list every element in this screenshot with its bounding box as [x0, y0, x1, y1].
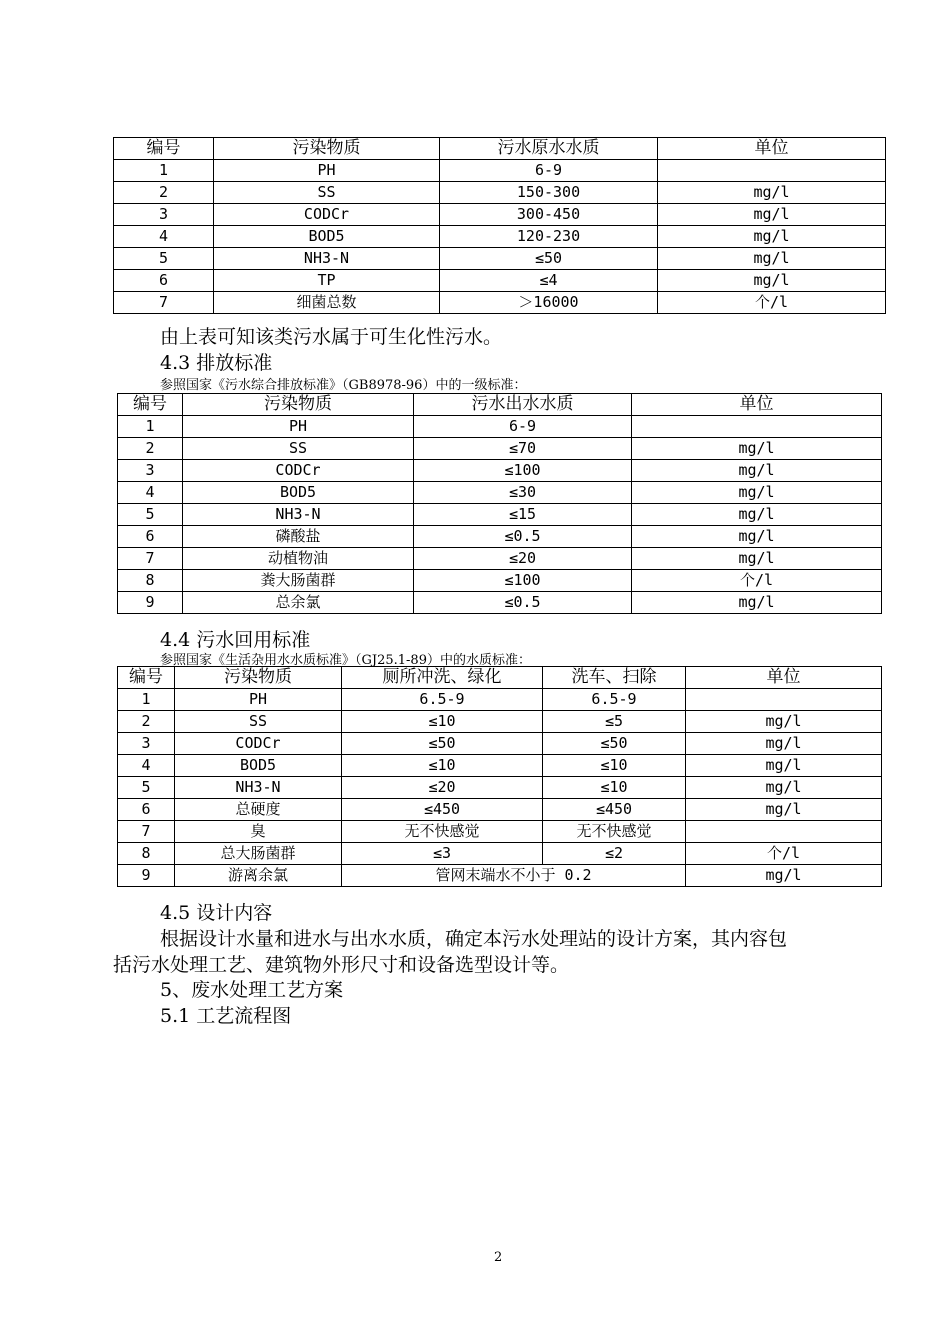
- header-cell: 污水出水水质: [414, 394, 632, 416]
- cell: CODCr: [175, 733, 342, 755]
- cell: ≤30: [414, 482, 632, 504]
- cell: mg/l: [658, 270, 886, 292]
- table-row: [118, 592, 882, 614]
- cell: 6.5-9: [543, 689, 686, 711]
- cell: 个/l: [632, 570, 882, 592]
- cell: 无不快感觉: [342, 821, 543, 843]
- cell: 6-9: [414, 416, 632, 438]
- table-row: [118, 843, 882, 865]
- cell: 8: [118, 570, 183, 592]
- cell: SS: [183, 438, 414, 460]
- table-row: [118, 416, 882, 438]
- cell: mg/l: [658, 204, 886, 226]
- table-row: [118, 711, 882, 733]
- cell: ≤10: [342, 711, 543, 733]
- cell: ≤20: [342, 777, 543, 799]
- cell: BOD5: [183, 482, 414, 504]
- header-cell: 污染物质: [175, 667, 342, 689]
- table-row: [118, 438, 882, 460]
- table-row: [118, 733, 882, 755]
- cell: 2: [118, 438, 183, 460]
- cell: ≤450: [342, 799, 543, 821]
- header-cell: 污水原水水质: [440, 138, 658, 160]
- cell: ≤50: [543, 733, 686, 755]
- cell: 2: [118, 711, 175, 733]
- cell: ≤15: [414, 504, 632, 526]
- paragraph-line: 括污水处理工艺、建筑物外形尺寸和设备选型设计等。: [113, 954, 570, 976]
- cell: 150-300: [440, 182, 658, 204]
- cell: NH3-N: [214, 248, 440, 270]
- cell: ≤4: [440, 270, 658, 292]
- cell: ≤0.5: [414, 592, 632, 614]
- cell: 细菌总数: [214, 292, 440, 314]
- cell: 6: [114, 270, 214, 292]
- cell: 300-450: [440, 204, 658, 226]
- section-heading-4-4: 4.4 污水回用标准: [160, 629, 311, 651]
- header-cell: 洗车、扫除: [543, 667, 686, 689]
- table-row: [118, 504, 882, 526]
- cell: 4: [114, 226, 214, 248]
- table-row: [118, 755, 882, 777]
- table-row: [114, 248, 886, 270]
- cell: PH: [175, 689, 342, 711]
- standard-reference-note: 参照国家《污水综合排放标准》（GB8978-96）中的一级标准：: [160, 378, 527, 393]
- cell: ＞16000: [440, 292, 658, 314]
- table-row: [118, 526, 882, 548]
- cell: 1: [114, 160, 214, 182]
- table-row: [118, 689, 882, 711]
- cell: mg/l: [658, 182, 886, 204]
- cell: 游离余氯: [175, 865, 342, 887]
- cell: mg/l: [686, 865, 882, 887]
- header-cell: 污染物质: [214, 138, 440, 160]
- table-header-row: [118, 394, 882, 416]
- cell: mg/l: [686, 755, 882, 777]
- raw-water-quality-table: [113, 137, 886, 314]
- table-row: [118, 777, 882, 799]
- cell: 7: [118, 821, 175, 843]
- cell: NH3-N: [183, 504, 414, 526]
- table-row: [118, 799, 882, 821]
- cell: 7: [118, 548, 183, 570]
- cell: [686, 821, 882, 843]
- header-cell: 编号: [118, 394, 183, 416]
- cell: PH: [183, 416, 414, 438]
- table-row: [118, 570, 882, 592]
- cell: mg/l: [632, 504, 882, 526]
- cell: ≤450: [543, 799, 686, 821]
- cell: 总大肠菌群: [175, 843, 342, 865]
- cell: 4: [118, 482, 183, 504]
- cell: mg/l: [632, 592, 882, 614]
- cell: ≤5: [543, 711, 686, 733]
- section-heading-4-3: 4.3 排放标准: [160, 352, 273, 374]
- cell: ≤10: [543, 777, 686, 799]
- cell: 6: [118, 799, 175, 821]
- header-cell: 单位: [632, 394, 882, 416]
- cell: mg/l: [686, 733, 882, 755]
- cell: mg/l: [632, 526, 882, 548]
- cell: 磷酸盐: [183, 526, 414, 548]
- discharge-standard-table: [117, 393, 882, 614]
- cell: 4: [118, 755, 175, 777]
- cell: 动植物油: [183, 548, 414, 570]
- section-heading-4-5: 4.5 设计内容: [160, 902, 273, 924]
- cell: ≤20: [414, 548, 632, 570]
- cell: [686, 689, 882, 711]
- cell: mg/l: [658, 226, 886, 248]
- table-row: [114, 226, 886, 248]
- page-number: 2: [494, 1250, 503, 1265]
- cell: SS: [214, 182, 440, 204]
- table-row: [114, 160, 886, 182]
- cell: ≤70: [414, 438, 632, 460]
- cell: ≤0.5: [414, 526, 632, 548]
- cell: TP: [214, 270, 440, 292]
- cell: 无不快感觉: [543, 821, 686, 843]
- table-row: [114, 292, 886, 314]
- table-row: [118, 821, 882, 843]
- table-row: [114, 270, 886, 292]
- cell: BOD5: [214, 226, 440, 248]
- cell: 6.5-9: [342, 689, 543, 711]
- cell: PH: [214, 160, 440, 182]
- cell: 个/l: [686, 843, 882, 865]
- cell: 臭: [175, 821, 342, 843]
- cell: ≤100: [414, 460, 632, 482]
- cell: [658, 160, 886, 182]
- cell: ≤2: [543, 843, 686, 865]
- cell: 8: [118, 843, 175, 865]
- cell: mg/l: [658, 248, 886, 270]
- cell: SS: [175, 711, 342, 733]
- cell: ≤50: [440, 248, 658, 270]
- header-cell: 厕所冲洗、绿化: [342, 667, 543, 689]
- cell: 9: [118, 865, 175, 887]
- cell: ≤3: [342, 843, 543, 865]
- reuse-standard-note: 参照国家《生活杂用水水质标准》（GJ25.1-89）中的水质标准：: [160, 653, 531, 668]
- cell: ≤10: [543, 755, 686, 777]
- cell: 总余氯: [183, 592, 414, 614]
- table-row: [118, 460, 882, 482]
- header-cell: 污染物质: [183, 394, 414, 416]
- cell: ≤50: [342, 733, 543, 755]
- cell: 5: [118, 777, 175, 799]
- table-row: [114, 204, 886, 226]
- cell: 总硬度: [175, 799, 342, 821]
- cell: mg/l: [632, 482, 882, 504]
- cell: mg/l: [686, 777, 882, 799]
- cell: 2: [114, 182, 214, 204]
- section-heading-5: 5、废水处理工艺方案: [160, 979, 344, 1001]
- table-header-row: [118, 667, 882, 689]
- cell: ≤10: [342, 755, 543, 777]
- table-row: [118, 865, 882, 887]
- table-row: [114, 182, 886, 204]
- cell: NH3-N: [175, 777, 342, 799]
- cell: CODCr: [183, 460, 414, 482]
- conclusion-text: 由上表可知该类污水属于可生化性污水。: [160, 326, 503, 348]
- header-cell: 编号: [114, 138, 214, 160]
- table-row: [118, 482, 882, 504]
- cell: 3: [114, 204, 214, 226]
- section-heading-5-1: 5.1 工艺流程图: [160, 1005, 292, 1027]
- cell: 9: [118, 592, 183, 614]
- cell: mg/l: [632, 548, 882, 570]
- cell: 6: [118, 526, 183, 548]
- header-cell: 单位: [658, 138, 886, 160]
- cell: BOD5: [175, 755, 342, 777]
- paragraph-line: 根据设计水量和进水与出水水质，确定本污水处理站的设计方案，其内容包: [160, 928, 788, 950]
- cell: 5: [118, 504, 183, 526]
- cell: 管网末端水不小于 0.2: [342, 865, 686, 887]
- table-row: [118, 548, 882, 570]
- cell: 个/l: [658, 292, 886, 314]
- cell: CODCr: [214, 204, 440, 226]
- header-cell: 编号: [118, 667, 175, 689]
- cell: [632, 416, 882, 438]
- header-cell: 单位: [686, 667, 882, 689]
- cell: 5: [114, 248, 214, 270]
- cell: mg/l: [632, 460, 882, 482]
- cell: mg/l: [632, 438, 882, 460]
- cell: 1: [118, 689, 175, 711]
- cell: 1: [118, 416, 183, 438]
- cell: ≤100: [414, 570, 632, 592]
- cell: 6-9: [440, 160, 658, 182]
- cell: mg/l: [686, 711, 882, 733]
- cell: 3: [118, 460, 183, 482]
- cell: 7: [114, 292, 214, 314]
- cell: mg/l: [686, 799, 882, 821]
- cell: 粪大肠菌群: [183, 570, 414, 592]
- cell: 120-230: [440, 226, 658, 248]
- reuse-standard-table: [117, 666, 882, 887]
- table-header-row: [114, 138, 886, 160]
- cell: 3: [118, 733, 175, 755]
